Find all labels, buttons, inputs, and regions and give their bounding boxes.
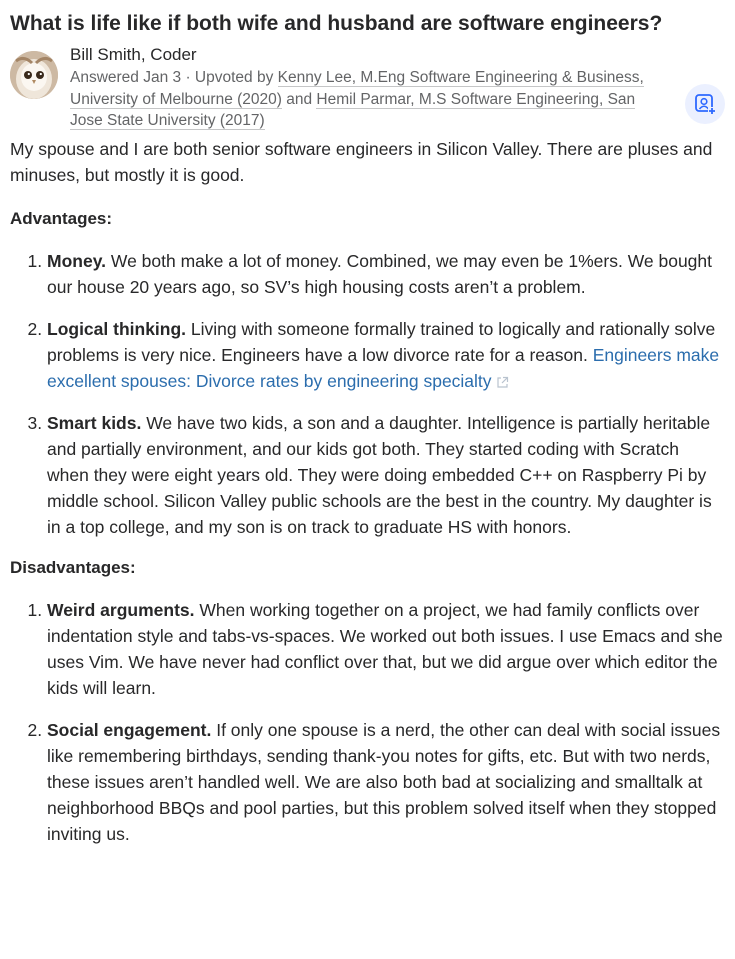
list-item bbox=[47, 248, 725, 300]
disadvantages-list bbox=[10, 597, 725, 847]
follow-author-button[interactable] bbox=[685, 84, 725, 124]
advantages-heading: Advantages: bbox=[10, 209, 113, 228]
meta-and: and bbox=[281, 90, 317, 108]
item-title: Logical thinking. bbox=[47, 319, 187, 339]
answer-intro: My spouse and I are both senior software engineers in Silicon Valley. There are pluses and minuses, but mostly it is good. bbox=[10, 139, 713, 185]
item-text: If only one spouse is a nerd, the other can deal with social issues like remembering birthdays, sending thank-you notes for gifts, etc. But with two nerds, these issues aren’t handled well. We are also both bad at socializing and smalltalk at neighborhood BBQs and pool parties, but this problem solved itself when they stopped inviting us. bbox=[47, 720, 721, 844]
list-item bbox=[47, 597, 725, 701]
item-title: Money. bbox=[47, 251, 106, 271]
item-text: When working together on a project, we had family conflicts over indentation style and tabs-vs-spaces. We worked out both issues. I use Emacs and she uses Vim. We have never had conflict over that, but we did argue over which editor the kids will learn. bbox=[47, 600, 723, 698]
question-title[interactable]: What is life like if both wife and husband are software engineers? bbox=[10, 12, 663, 35]
upvoter-kenny-lee[interactable]: Kenny Lee, M.Eng Software Engineering & Business, University of Melbourne (2020) bbox=[70, 69, 644, 108]
list-item bbox=[47, 410, 725, 540]
answered-date: Answered Jan 3 · Upvoted by bbox=[70, 69, 278, 86]
item-text: We have two kids, a son and a daughter. Intelligence is partially heritable and partially environment, and our kids got both. They started coding with Scratch when they were eight years old. They were doing embedded C++ on Raspberry Pi by middle school. Silicon Valley public schools are the best in the country. My daughter is in a top college, and my son is on track to graduate HS with honors. bbox=[47, 413, 712, 537]
item-title: Smart kids. bbox=[47, 413, 142, 433]
add-user-icon bbox=[694, 93, 716, 115]
owl-avatar-icon bbox=[10, 51, 58, 99]
external-link-icon bbox=[496, 376, 509, 389]
item-title: Weird arguments. bbox=[47, 600, 195, 620]
avatar[interactable] bbox=[10, 51, 58, 99]
author-header bbox=[10, 44, 725, 132]
item-title: Social engagement. bbox=[47, 720, 212, 740]
item-text: Living with someone formally trained to logically and rationally solve problems is very nice. Engineers have a low divorce rate for a reason. bbox=[47, 319, 716, 365]
list-item bbox=[47, 316, 725, 394]
item-text: We both make a lot of money. Combined, we may even be 1%ers. We bought our house 20 years ago, so SV’s high housing costs aren’t a problem. bbox=[47, 251, 713, 297]
list-item bbox=[47, 717, 725, 847]
answer-meta bbox=[70, 67, 670, 132]
author-name[interactable]: Bill Smith, Coder bbox=[70, 45, 197, 64]
divorce-rates-link[interactable]: Engineers make excellent spouses: Divorce rates by engineering specialty bbox=[47, 345, 720, 391]
upvoter-hemil-parmar[interactable]: Hemil Parmar, M.S Software Engineering, San Jose State University (2017) bbox=[70, 90, 636, 129]
advantages-list bbox=[10, 248, 725, 540]
disadvantages-heading: Disadvantages: bbox=[10, 558, 136, 577]
